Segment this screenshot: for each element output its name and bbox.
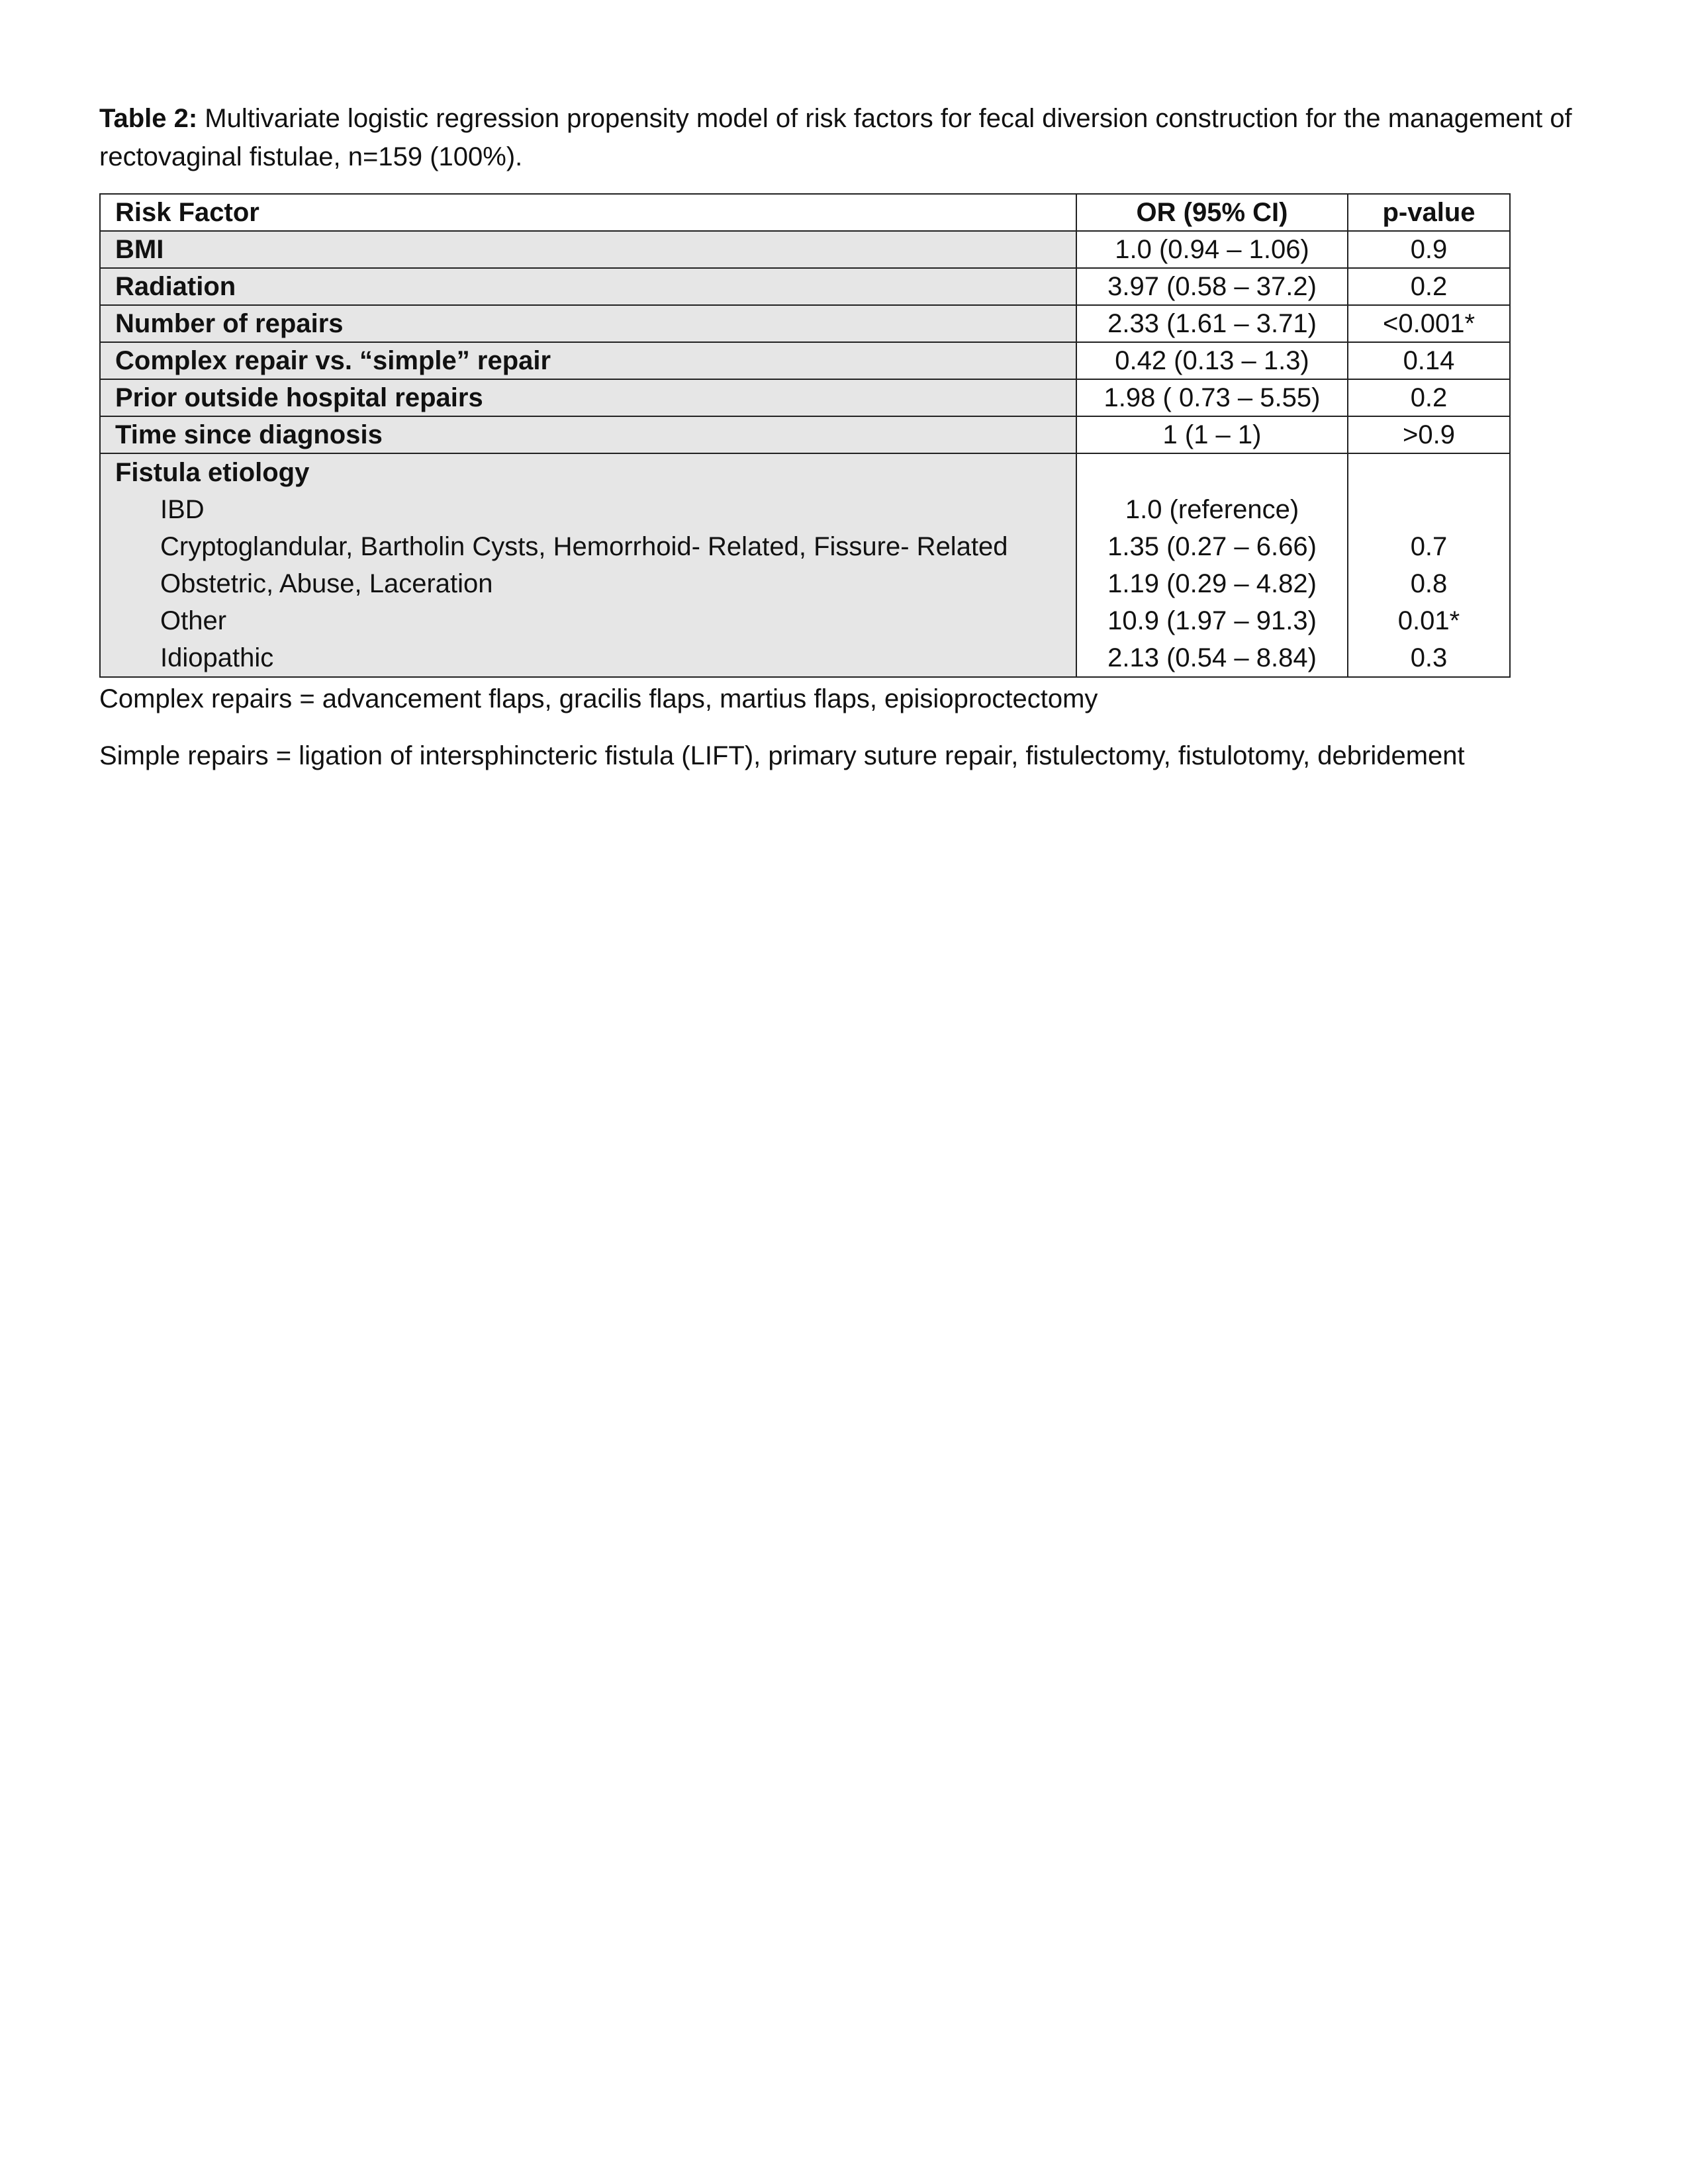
group-item-factor: IBD	[160, 495, 205, 524]
row-odds-ratio: 3.97 (0.58 – 37.2)	[1076, 268, 1348, 305]
row-odds-ratio: 0.42 (0.13 – 1.3)	[1076, 342, 1348, 379]
table-row	[100, 231, 1510, 268]
group-item-odds-ratio: 10.9 (1.97 – 91.3)	[1107, 606, 1317, 635]
row-odds-ratio: 1 (1 – 1)	[1076, 416, 1348, 453]
table-caption-text: Multivariate logistic regression propensity model of risk factors for fecal diversion construction for the management of rectovaginal fistulae, n=159 (100%).	[99, 104, 1572, 171]
row-p-value: 0.2	[1348, 379, 1510, 416]
group-item-p-value: 0.01*	[1397, 606, 1460, 635]
row-p-value: 0.9	[1348, 231, 1510, 268]
row-p-value: 0.2	[1348, 268, 1510, 305]
group-item-factor: Cryptoglandular, Bartholin Cysts, Hemorrhoid- Related, Fissure- Related	[160, 532, 1008, 561]
footnote-simple-repairs: Simple repairs = ligation of intersphincteric fistula (LIFT), primary suture repair, fistulectomy, fistulotomy, debridement	[99, 741, 1465, 770]
group-item-odds-ratio: 1.0 (reference)	[1125, 495, 1299, 524]
header-p-value: p-value	[1348, 194, 1510, 231]
row-p-value: >0.9	[1348, 416, 1510, 453]
table-row	[100, 268, 1510, 305]
group-item-odds-ratio: 1.19 (0.29 – 4.82)	[1107, 569, 1317, 598]
group-p-value-cell	[1348, 453, 1510, 677]
group-item-odds-ratio: 1.35 (0.27 – 6.66)	[1107, 532, 1317, 561]
header-odds-ratio: OR (95% CI)	[1076, 194, 1348, 231]
row-odds-ratio: 2.33 (1.61 – 3.71)	[1076, 305, 1348, 342]
row-factor: Time since diagnosis	[100, 416, 1076, 453]
row-p-value: <0.001*	[1348, 305, 1510, 342]
table-header-row	[100, 194, 1510, 231]
group-spacer	[1077, 454, 1347, 491]
group-factor-cell	[100, 453, 1076, 677]
table-row	[100, 305, 1510, 342]
group-item-factor: Other	[160, 606, 227, 635]
header-risk-factor: Risk Factor	[100, 194, 1076, 231]
group-item-p-value: 0.3	[1410, 643, 1448, 672]
row-factor: Prior outside hospital repairs	[100, 379, 1076, 416]
group-item-p-value: 0.8	[1410, 569, 1448, 598]
group-item-factor: Obstetric, Abuse, Laceration	[160, 569, 493, 598]
table-caption	[99, 99, 1609, 176]
group-title: Fistula etiology	[115, 458, 310, 487]
group-item-p-value	[1348, 491, 1509, 528]
group-item-factor: Idiopathic	[160, 643, 274, 672]
table-row	[100, 416, 1510, 453]
regression-table	[99, 193, 1511, 678]
row-odds-ratio: 1.0 (0.94 – 1.06)	[1076, 231, 1348, 268]
group-item-p-value: 0.7	[1410, 532, 1448, 561]
row-factor: Complex repair vs. “simple” repair	[100, 342, 1076, 379]
group-spacer	[1348, 454, 1509, 491]
group-item-odds-ratio: 2.13 (0.54 – 8.84)	[1107, 643, 1317, 672]
group-odds-ratio-cell	[1076, 453, 1348, 677]
row-factor: BMI	[100, 231, 1076, 268]
row-odds-ratio: 1.98 ( 0.73 – 5.55)	[1076, 379, 1348, 416]
row-factor: Radiation	[100, 268, 1076, 305]
table-row	[100, 342, 1510, 379]
footnote-complex-repairs: Complex repairs = advancement flaps, gracilis flaps, martius flaps, episioproctectomy	[99, 684, 1098, 713]
table-caption-label: Table 2:	[99, 104, 198, 133]
table-group-row	[100, 453, 1510, 677]
row-factor: Number of repairs	[100, 305, 1076, 342]
row-p-value: 0.14	[1348, 342, 1510, 379]
document-page	[99, 99, 1609, 774]
table-row	[100, 379, 1510, 416]
